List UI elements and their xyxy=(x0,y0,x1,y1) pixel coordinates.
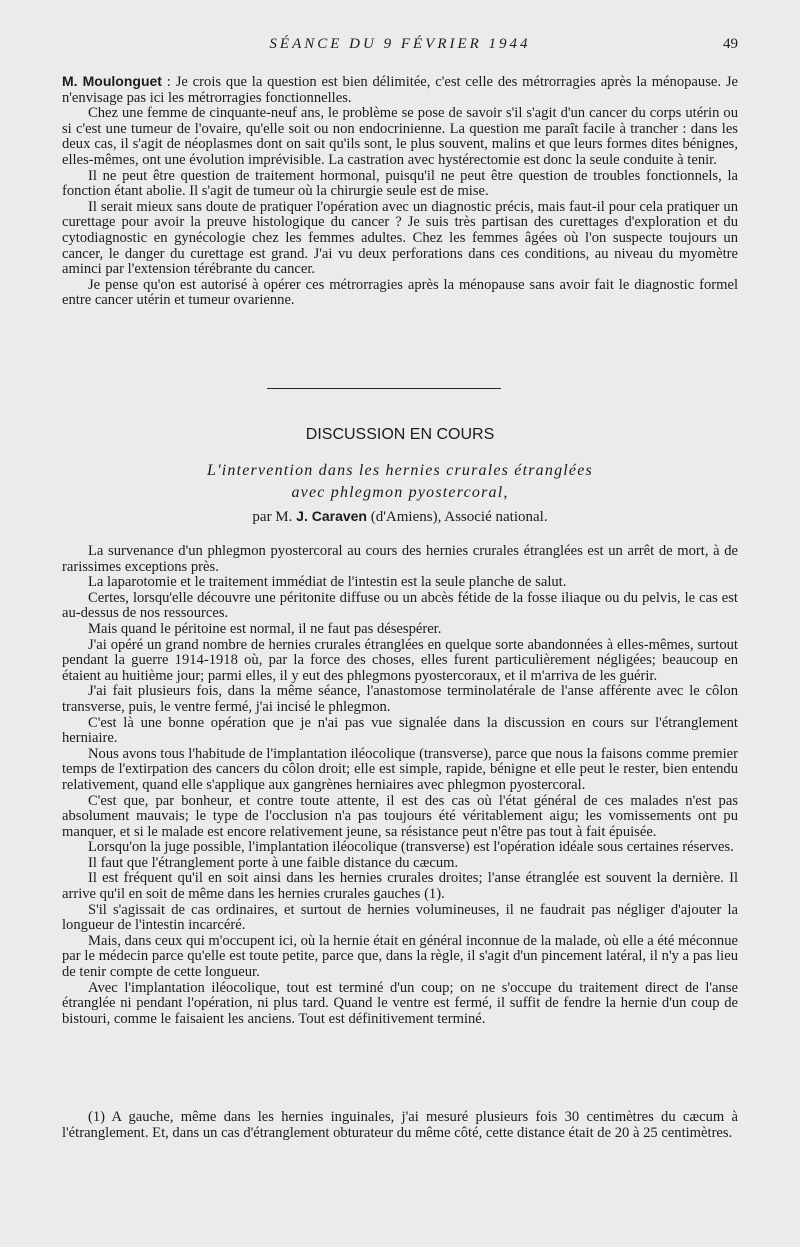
intervention-paragraph: Chez une femme de cinquante-neuf ans, le problème se pose de savoir s'il s'agit d'un cancer du corps utérin ou si c'est une tumeur de l'ovaire, qu'elle soit ou non endocrinienne. La question me paraît facile à trancher : dans les deux cas, il s'agit de néoplasmes dont on sait qu'ils sont, le plus souvent, malins et que leurs formes dites bénignes, elles-mêmes, ont une évolution imprévisible. La castration avec hystérectomie est donc la seule conduite à tenir. xyxy=(62,105,738,168)
footnote-text: (1) A gauche, même dans les hernies inguinales, j'ai mesuré plusieurs fois 30 centimètres du cæcum à l'étranglement. Et, dans un cas d'étranglement obturateur du même côté, cette distance était de 20 à 25 centimètres. xyxy=(62,1109,738,1141)
article-title-line-1: L'intervention dans les hernies crurales étranglées xyxy=(207,462,593,479)
article-paragraph: Avec l'implantation iléocolique, tout est terminé d'un coup; on ne s'occupe du traitement direct de l'anse étranglée ni pendant l'opération, ni plus tard. Quand le ventre est fermé, il suffit de fendre la hernie d'un coup de bistouri, comme le faisaient les anciens. Tout est définitivement terminé. xyxy=(62,979,738,1027)
author-name: J. Caraven xyxy=(296,508,367,524)
intervention-paragraph: Il serait mieux sans doute de pratiquer l'opération avec un diagnostic précis, mais faut-il pour cela pratiquer un curettage pour avoir la preuve histologique du cancer ? Je suis très partisan des curettages d'exploration et du cytodiagnostic en gynécologie chez les femmes adultes. Chez les femmes âgées où l'on suspecte toujours un cancer, le danger du curettage est grand. J'ai vu deux perforations dans ces conditions, au niveau du myomètre aminci par l'extension térébrante du cancer. xyxy=(62,198,738,278)
article-paragraph: Il faut que l'étranglement porte à une faible distance du cæcum. xyxy=(88,854,459,871)
intervention-paragraph: Il ne peut être question de traitement hormonal, puisqu'il ne peut être question de troubles fonctionnels, la fonction étant abolie. Il s'agit de tumeur où la chirurgie seule est de mise. xyxy=(62,167,738,200)
article-paragraph: La survenance d'un phlegmon pyostercoral au cours des hernies crurales étranglées est un arrêt de mort, à de rarissimes exceptions près. xyxy=(62,543,738,575)
article-paragraph: C'est là une bonne opération que je n'ai pas vue signalée dans la discussion en cours sur l'étranglement herniaire. xyxy=(62,714,738,747)
section-divider xyxy=(267,388,501,389)
article-paragraph: Certes, lorsqu'elle découvre une péritonite diffuse ou un abcès fétide de la fosse iliaque ou du pelvis, le cas est au-dessus de nos ressources. xyxy=(62,589,738,622)
intervention-paragraph: Je pense qu'on est autorisé à opérer ces métrorragies après la ménopause sans avoir fait le diagnostic formel entre cancer utérin et tumeur ovarienne. xyxy=(62,276,738,309)
article-paragraph: J'ai fait plusieurs fois, dans la même séance, l'anastomose terminolatérale de l'anse afférente avec le côlon transverse, puis, le ventre fermé, j'ai incisé le phlegmon. xyxy=(62,683,738,715)
intervention-opening-text: : Je crois que la question est bien délimitée, c'est celle des métrorragies après la ménopause. Je n'envisage pas ici les métrorragies fonctionnelles. xyxy=(62,74,738,106)
intervention-block xyxy=(62,74,738,309)
running-head: SÉANCE DU 9 FÉVRIER 1944 xyxy=(269,36,531,52)
byline-suffix: (d'Amiens), Associé national. xyxy=(366,509,548,525)
page-header xyxy=(0,36,800,58)
section-heading: DISCUSSION EN COURS xyxy=(305,426,495,443)
intervention-paragraph xyxy=(62,74,738,106)
article-byline xyxy=(0,508,800,526)
article-body xyxy=(62,544,738,1027)
article-title-line-2: avec phlegmon pyostercoral, xyxy=(291,484,509,501)
article-paragraph: J'ai opéré un grand nombre de hernies crurales étranglées en quelque sorte abandonnées à elles-mêmes, surtout pendant la guerre 1914-1918 où, par la force des choses, elles furent particulièrement négligées; beaucoup en étaient au huitième jour; parmi elles, il y eut des phlegmons pyostercoraux, et il m'arriva de les guérir. xyxy=(62,636,738,684)
page-number: 49 xyxy=(723,36,738,52)
article-paragraph: C'est que, par bonheur, et contre toute attente, il est des cas où l'état général de ces malades n'est pas absolument mauvais; le type de l'occlusion n'a pas toujours été véritablement aigu; les vomissements ont pu manquer, et si le malade est encore relativement jeune, sa résistance peut n'être pas tout à fait épuisée. xyxy=(62,792,738,840)
article-paragraph: Mais quand le péritoine est normal, il ne faut pas désespérer. xyxy=(88,620,442,637)
footnote xyxy=(62,1110,738,1141)
speaker-name: M. Moulonguet xyxy=(62,73,162,89)
byline-prefix: par M. xyxy=(252,509,297,525)
article-paragraph: Nous avons tous l'habitude de l'implantation iléocolique (transverse), parce que nous la faisons comme premier temps de l'extirpation des cancers du côlon droit; elle est simple, rapide, bénigne et elle peut le rester, bien entendu relativement, quand elle s'applique aux gangrènes herniaires avec phlegmon pyostercoral. xyxy=(62,745,738,793)
article-paragraph: S'il s'agissait de cas ordinaires, et surtout de hernies volumineuses, il ne faudrait pas négliger d'ajouter la longueur de l'intestin incarcéré. xyxy=(62,901,738,934)
article-paragraph: La laparotomie et le traitement immédiat de l'intestin est la seule planche de salut. xyxy=(88,574,567,591)
article-paragraph: Lorsqu'on la juge possible, l'implantation iléocolique (transverse) est l'opération idéale sous certaines réserves. xyxy=(88,839,734,856)
article-paragraph: Il est fréquent qu'il en soit ainsi dans les hernies crurales droites; l'anse étranglée est souvent la dernière. Il arrive qu'il en soit de même dans les hernies crurales gauches (1). xyxy=(62,870,738,903)
article-paragraph: Mais, dans ceux qui m'occupent ici, où la hernie était en général inconnue de la malade, où elle a été méconnue par le médecin parce qu'elle est toute petite, parce que, dans la règle, il s'agit d'un pincement latéral, il n'y a pas lieu de tenir compte de cette longueur. xyxy=(62,932,738,981)
